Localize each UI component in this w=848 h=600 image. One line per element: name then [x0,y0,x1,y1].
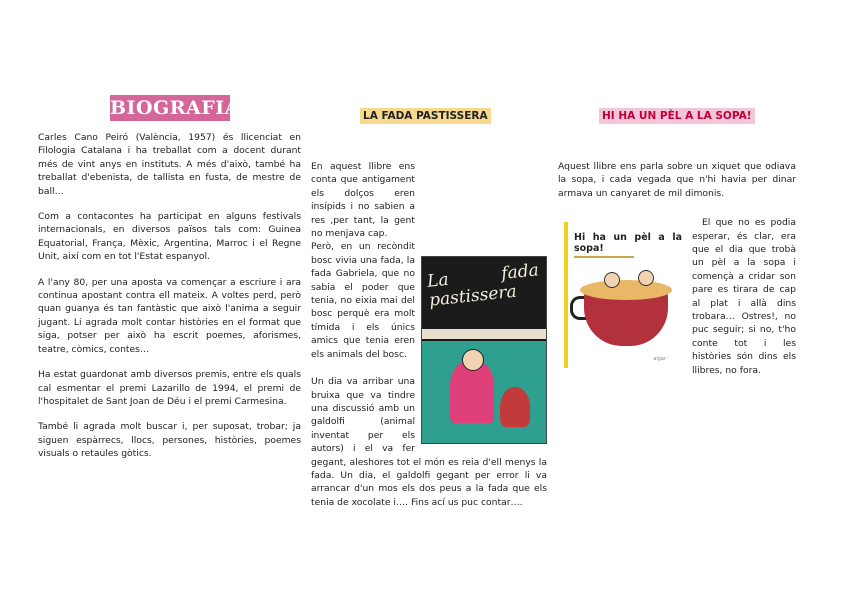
sopa-cover-image [564,222,682,368]
bio-paragraph-1: Carles Cano Peiró (València, 1957) és llicenciat en Filologia Catalana i ha treballat com a docent durant més de vint anys en instituts. A més d'això, també ha treballat d'ebenista, de tallista en fusta, de mestre de ball… [38,132,301,197]
sopa-paragraph-1: Aquest llibre ens parla sobre un xiquet que odiava la sopa, i cada vegada que n'hi havia per dinar armava un canyaret de mil dimonis. [558,161,796,199]
fada-title: LA FADA PASTISSERA [360,108,491,124]
bio-paragraph-5: També li agrada molt buscar i, per suposat, trobar; ja siguen espàrrecs, llocs, persones, històries, poemes visuals o retaules gòtics. [38,421,301,460]
bio-paragraph-2: Com a contacontes ha participat en alguns festivals internacionals, en diversos països tals com: Guinea Equatorial, França, Mèxic, Argentina, Marroc i el Regne Unit, així com en tot l'Estat espanyol. [38,211,301,263]
sopa-cover-title: Hi ha un pèl a la sopa! [574,232,682,255]
galdolfi-figure [500,387,530,427]
sopa-paragraph-2: El que no es podia esperar, és clar, era que el dia que trobà un pèl a la sopa i començà a cridar son pare es tirara de cap al plat i allà dins trobara… Ostres!, no puc seguir; si no, t'ho conte tot i les històries són dins els llibres, no fora. [692,217,796,376]
fada-cover-image [421,256,547,444]
fada-column [311,160,547,521]
bio-paragraph-4: Ha estat guardonat amb diversos premis, entre els quals cal esmentar el premi Lazarillo de 1994, el premi de l'hospitalet de Sant Joan de Déu i el premi Carmesina. [38,369,301,407]
biography-title: BIOGRAFIA [110,97,240,119]
bio-paragraph-3: A l'any 80, per una aposta va començar a escriure i ara continua apostant contra ell mateix. A voltes perd, però quan guanya és tan fantàstic que això l'anima a seguir jugant. Li agrada molt contar històries en el format que siga, potser per això ha escrit poemes, aforismes, teatre, còmics, contes… [38,276,301,355]
fada-cover-title: La fada pastissera [426,260,540,311]
sopa-book-cover [564,222,682,368]
cover-author-line [574,256,634,258]
biography-column [38,95,301,473]
sopa-column [558,160,796,389]
fada-paragraph-1: En aquest llibre ens conta que antigament els dolços eren insípids i no sabien a res ,per tant, la gent no menjava cap. Però, en un recòndit bosc vivia una fada, la fada Gabriela, que no sabia el poder que tenia, no eixia mai del bosc perquè era molt tímida i els únics amics que tenia eren els animals del bosc. [311,161,415,360]
fada-book-cover [421,256,547,444]
fairy-head [462,349,484,371]
cover-strip [422,329,546,339]
fada-paragraph-2: Un dia va arribar una bruixa que va tindre una discussió amb un galdolfi (animal inventat per els autors) i el va fer gegant, aleshores tot el món es reia d'ell menys la fada. Un dia, el galdolfi gegant per error li va arrancar d'un mos els dos peus a la fada que els tenia de xocolate i…. Fins ací us puc contar…. [311,376,547,508]
publisher-logo: algar [653,355,666,362]
sopa-title: HI HA UN PÈL A LA SOPA! [599,108,755,124]
cover-spine [564,222,568,368]
